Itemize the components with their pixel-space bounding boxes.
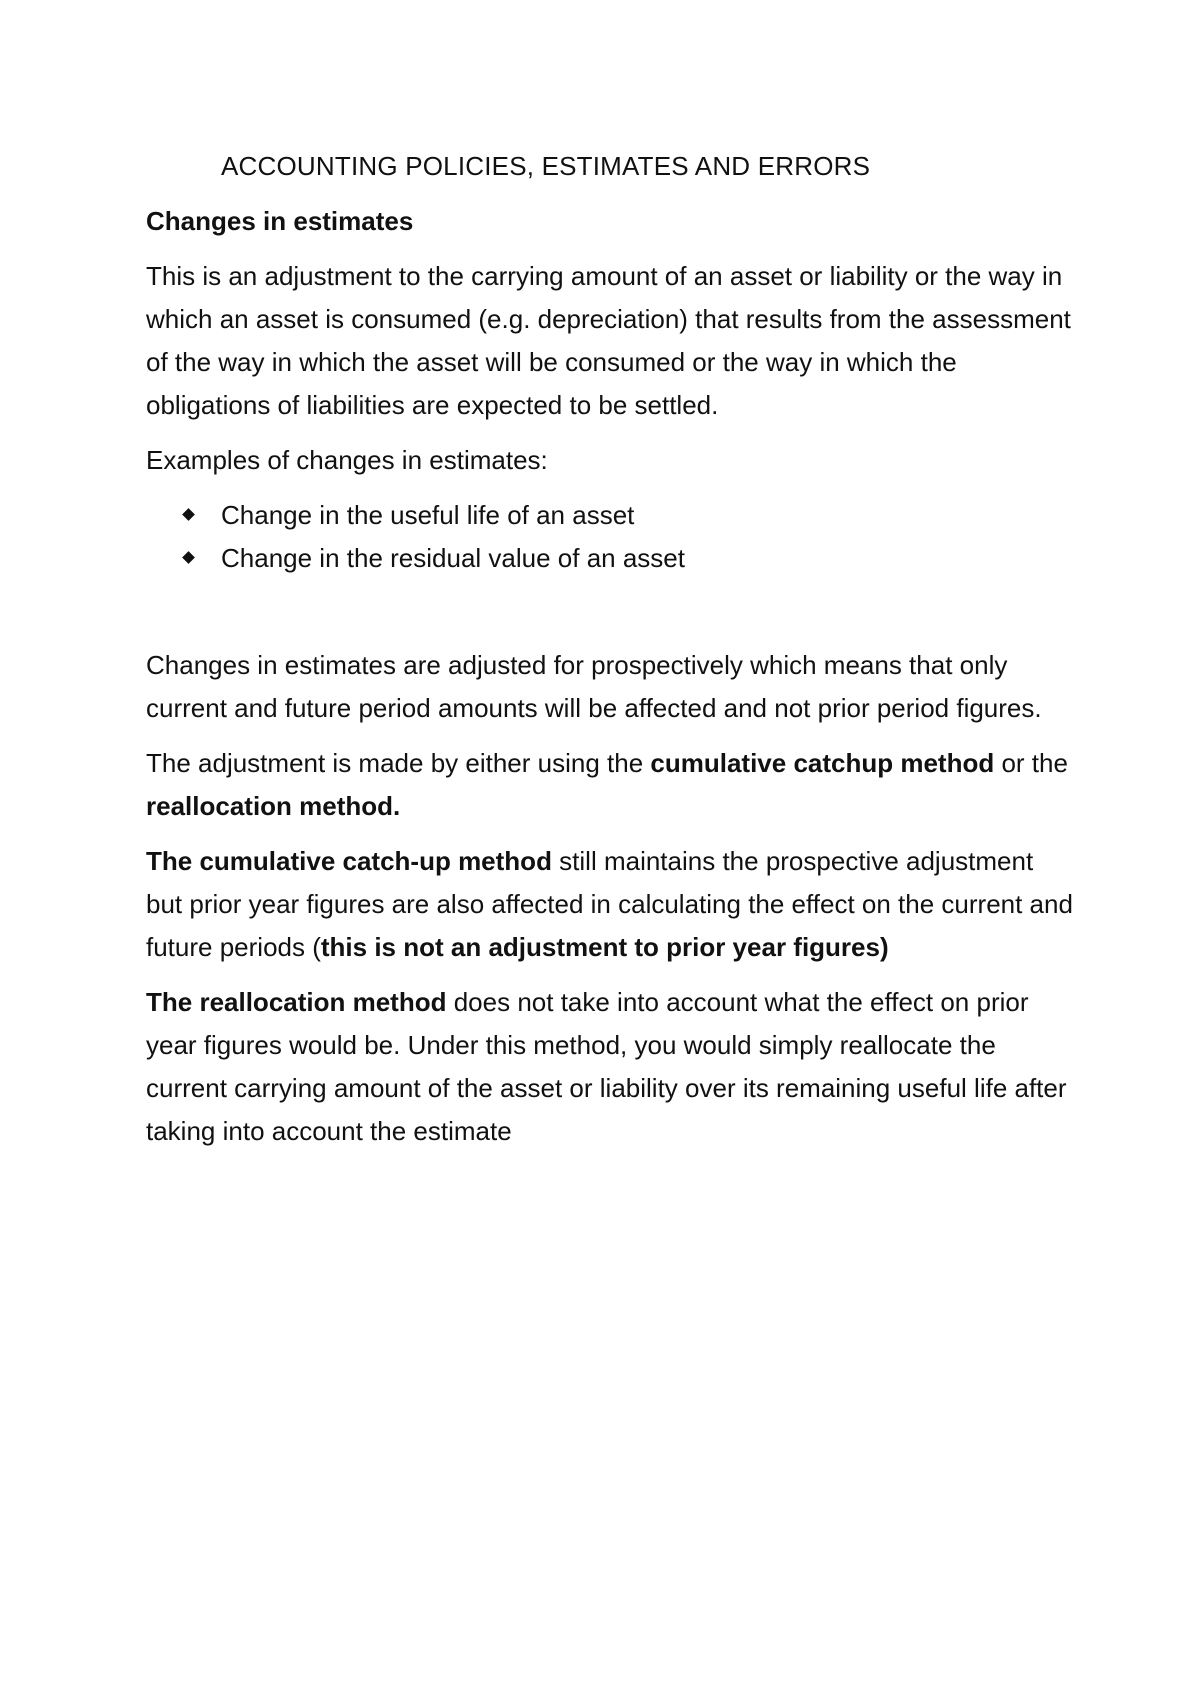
list-item-text: Change in the useful life of an asset <box>221 500 635 530</box>
cumulative-lead: The cumulative catch-up method <box>146 846 552 876</box>
reallocation-lead: The reallocation method <box>146 987 447 1017</box>
document-title: ACCOUNTING POLICIES, ESTIMATES AND ERRORS <box>221 151 871 181</box>
reallocation-text: does not take into account what the effect on prior year figures would be. Under this method, you would simply reallocate the current carrying amount of the asset or liability over its remaining useful life after taking into account the estimate <box>146 987 1067 1146</box>
bullet-icon <box>182 508 195 521</box>
document-content <box>146 145 1076 1165</box>
cumulative-note: this is not an adjustment to prior year figures <box>320 932 880 962</box>
methods-paragraph <box>146 742 1076 828</box>
prospective-paragraph: Changes in estimates are adjusted for prospectively which means that only current and future period amounts will be affected and not prior period figures. <box>146 650 1042 723</box>
list-item-text: Change in the residual value of an asset <box>221 543 685 573</box>
cumulative-closing: ) <box>879 932 889 962</box>
list-item <box>146 537 1076 580</box>
section-heading: Changes in estimates <box>146 206 414 236</box>
list-item <box>146 494 1076 537</box>
paragraph-spacer <box>146 580 1076 644</box>
examples-intro: Examples of changes in estimates: <box>146 445 548 475</box>
cumulative-paragraph <box>146 840 1076 969</box>
definition-paragraph: This is an adjustment to the carrying amount of an asset or liability or the way in which an asset is consumed (e.g. depreciation) that results from the assessment of the way in which the asset will be consumed or the way in which the obligations of liabilities are expected to be settled. <box>146 261 1071 420</box>
methods-text-2: or the <box>994 748 1068 778</box>
reallocation-paragraph <box>146 981 1076 1153</box>
reallocation-method-term: reallocation method. <box>146 791 401 821</box>
examples-list <box>146 494 1076 580</box>
methods-text-1: The adjustment is made by either using the <box>146 748 651 778</box>
bullet-icon <box>182 551 195 564</box>
cumulative-method-term: cumulative catchup method <box>650 748 995 778</box>
cumulative-text: still maintains the prospective adjustment but prior year figures are also affected in calculating the effect on the current and future periods ( <box>146 846 1073 962</box>
